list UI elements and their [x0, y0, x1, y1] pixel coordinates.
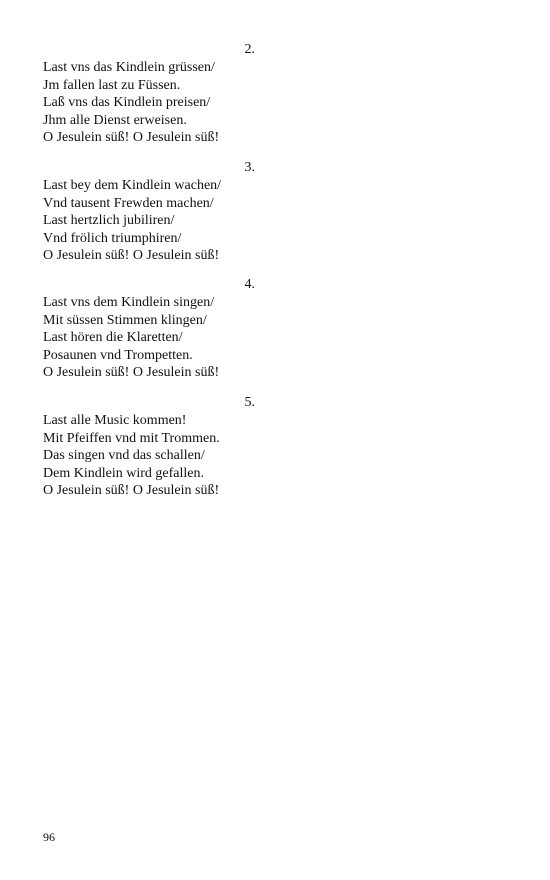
refrain-line: O Jesulein süß! O Jesulein süß!	[43, 483, 220, 498]
verse-line: Laß vns das Kindlein preisen/	[43, 95, 211, 110]
verse-line: Last hertzlich jubiliren/	[43, 213, 175, 228]
stanza-number: 4.	[244, 277, 255, 292]
stanza-3	[43, 159, 273, 265]
verse-line: Last bey dem Kindlein wachen/	[43, 178, 222, 193]
verse-line: Jm fallen last zu Füssen.	[43, 77, 181, 93]
refrain-line: O Jesulein süß! O Jesulein süß!	[43, 130, 220, 145]
stanza-number: 3.	[244, 160, 255, 175]
verse-line: Jhm alle Dienst erweisen.	[43, 112, 187, 128]
stanza-2	[43, 41, 273, 147]
verse-line: Posaunen vnd Trompetten.	[43, 347, 193, 363]
verse-line: Dem Kindlein wird gefallen.	[43, 465, 204, 481]
verse-line: Last vns dem Kindlein singen/	[43, 295, 215, 310]
refrain-line: O Jesulein süß! O Jesulein süß!	[43, 365, 220, 380]
verse-line: Last vns das Kindlein grüssen/	[43, 60, 215, 75]
stanza-4	[43, 276, 273, 382]
verse-line: Vnd tausent Frewden machen/	[43, 195, 214, 211]
verse-line: Mit süssen Stimmen klingen/	[43, 312, 207, 328]
verse-line: Das singen vnd das schallen/	[43, 448, 205, 463]
refrain-line: O Jesulein süß! O Jesulein süß!	[43, 248, 220, 263]
page-number: 96	[43, 830, 55, 844]
verse-line: Last hören die Klaretten/	[43, 330, 183, 345]
verse-line: Last alle Music kommen!	[43, 413, 187, 428]
stanza-number: 2.	[244, 42, 255, 57]
stanza-5	[43, 394, 273, 500]
verse-line: Vnd frölich triumphiren/	[43, 230, 182, 246]
stanza-number: 5.	[244, 395, 255, 410]
verse-line: Mit Pfeiffen vnd mit Trommen.	[43, 430, 220, 446]
